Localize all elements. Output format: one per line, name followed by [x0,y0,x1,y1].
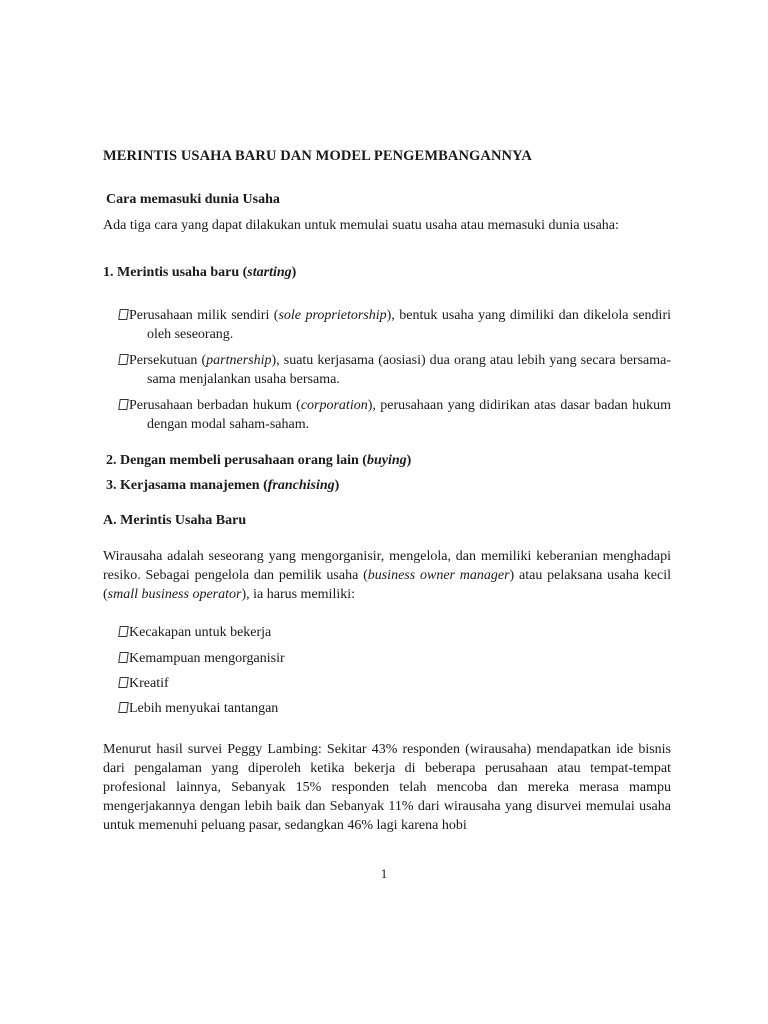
checkbox-glyph-icon [118,702,129,713]
way-2-heading: 2. Dengan membeli perusahaan orang lain (buying) [106,453,412,468]
checkbox-glyph-icon [118,626,129,637]
checkbox-glyph-icon [118,309,129,320]
checkbox-glyph-icon [118,652,129,663]
list-item: Kemampuan mengorganisir [119,649,285,668]
list-item: Persekutuan (partnership), suatu kerjasama (aosiasi) dua orang atau lebih yang secara bersama-sama menjalankan usaha bersama. [119,351,671,389]
way-1-heading: 1. Merintis usaha baru (starting) [103,265,297,280]
list-item: Lebih menyukai tantangan [119,699,278,718]
page-number: 1 [380,866,388,881]
section-heading: Cara memasuki dunia Usaha [106,192,280,207]
list-item: Perusahaan milik sendiri (sole proprietorship), bentuk usaha yang dimiliki dan dikelola sendiri oleh seseorang. [119,306,671,344]
section-a-title: A. Merintis Usaha Baru [103,513,247,528]
checkbox-glyph-icon [118,354,129,365]
survey-paragraph: Menurut hasil survei Peggy Lambing: Sekitar 43% responden (wirausaha) mendapatkan ide bisnis dari pengalaman yang diperoleh ketika bekerja di beberapa perusahaan atau tempat-tempat profesional lainnya, Sebanyak 15% responden telah mencoba dan mereka merasa mampu mengerjakannya dengan lebih baik dan Sebanyak 11% dari wirausaha yang disurvei memulai usaha untuk memenuhi peluang pasar, sedangkan 46% lagi karena hobi [103,742,671,833]
checkbox-glyph-icon [118,399,129,410]
list-item: Kreatif [119,674,169,693]
document-title: MERINTIS USAHA BARU DAN MODEL PENGEMBANGANNYA [103,148,532,164]
list-item: Perusahaan berbadan hukum (corporation), perusahaan yang didirikan atas dasar badan hukum dengan modal saham-saham. [119,396,671,434]
section-a-paragraph: Wirausaha adalah seseorang yang mengorganisir, mengelola, dan memiliki keberanian menghadapi resiko. Sebagai pengelola dan pemilik usaha (business owner manager) atau pelaksana usaha kecil (small business operator), ia harus memiliki: [103,549,671,602]
way-3-heading: 3. Kerjasama manajemen (franchising) [106,478,340,493]
intro-paragraph: Ada tiga cara yang dapat dilakukan untuk memulai suatu usaha atau memasuki dunia usaha: [103,218,619,233]
checkbox-glyph-icon [118,677,129,688]
list-item: Kecakapan untuk bekerja [119,623,271,642]
